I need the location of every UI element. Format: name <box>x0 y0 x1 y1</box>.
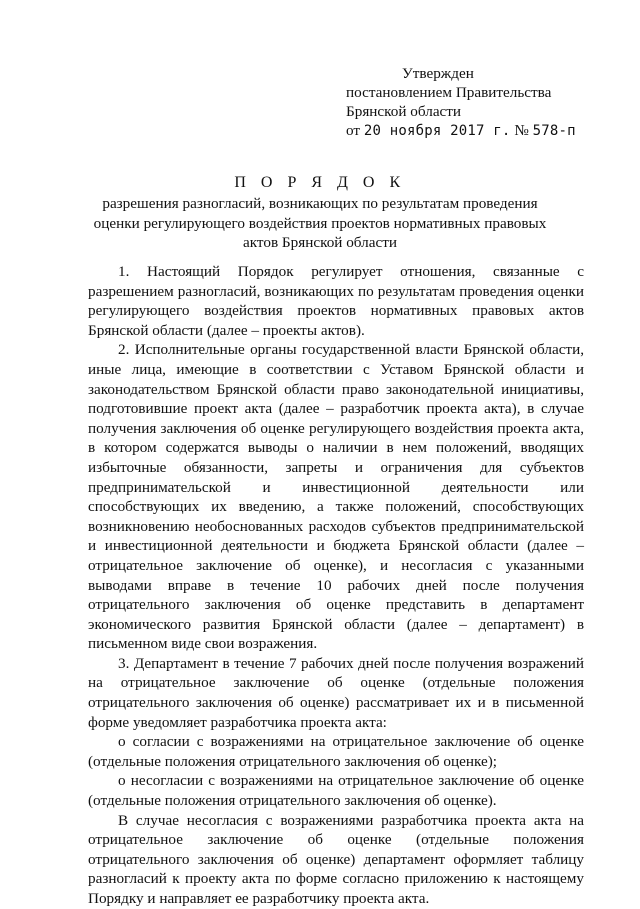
paragraph-2: 2. Исполнительные органы государственной власти Брянской области, иные лица, имеющие в соответствии с Уставом Брянской области и законодательством Брянской области право законодательной инициативы, подготовившие проект акта (далее – разработчик проекта акта), в случае получения заключения об оценке регулирующего воздействия проекта акта, в котором содержатся выводы о наличии в нем положений, вводящих избыточные обязанности, запреты и ограничения для субъектов предпринимательской и инвестиционной деятельности или способствующих их введению, а также положений, способствующих возникновению необоснованных расходов субъектов предпринимательской и инвестиционной деятельности и бюджета Брянской области (далее – отрицательное заключение об оценке), и несогласия с указанными выводами вправе в течение 10 рабочих дней после получения отрицательного заключения об оценке представить в департамент экономического развития Брянской области (далее – департамент) в письменном виде свои возражения. <box>88 341 584 653</box>
paragraph-3-option-disagree: о несогласии с возражениями на отрицательное заключение об оценке (отдельные положения отрицательного заключения об оценке). <box>88 772 584 810</box>
approval-region: Брянской области <box>346 103 462 120</box>
document-subtitle: разрешения разногласий, возникающих по результатам проведения оценки регулирующего воздействия проектов нормативных правовых актов Брянской области <box>93 195 547 251</box>
document-body <box>88 262 584 909</box>
paragraph-3: 3. Департамент в течение 7 рабочих дней после получения возражений на отрицательное заключение об оценке (отдельные положения отрицательного заключения об оценке) рассматривает их и в письменной форме уведомляет разработчика проекта акта: <box>88 654 584 731</box>
document-title: П О Р Я Д О К <box>234 174 406 191</box>
approval-block <box>346 64 606 141</box>
approval-authority: постановлением Правительства <box>346 84 552 101</box>
approval-heading: Утвержден <box>402 65 474 82</box>
approval-date-line <box>346 121 606 141</box>
paragraph-1: 1. Настоящий Порядок регулирует отношения, связанные с разрешением разногласий, возникающих по результатам проведения оценки регулирующего воздействия проектов нормативных правовых актов Брянской области (далее – проекты актов). <box>88 263 584 339</box>
approval-number-stamp: 578-п <box>532 123 576 139</box>
approval-number-prefix: № <box>514 122 529 139</box>
approval-date-stamp: 20 ноября 2017 г. <box>363 123 511 139</box>
paragraph-disagreement-table: В случае несогласия с возражениями разработчика проекта акта на отрицательное заключение об оценке (отдельные положения отрицательного заключения об оценке) департамент оформляет таблицу разногласий к проекту акта по форме согласно приложению к настоящему Порядку и направляет ее разработчику проекта акта. <box>88 811 584 907</box>
approval-date-prefix: от <box>346 122 361 139</box>
paragraph-3-option-agree: о согласии с возражениями на отрицательное заключение об оценке (отдельные положения отрицательного заключения об оценке); <box>88 733 584 770</box>
